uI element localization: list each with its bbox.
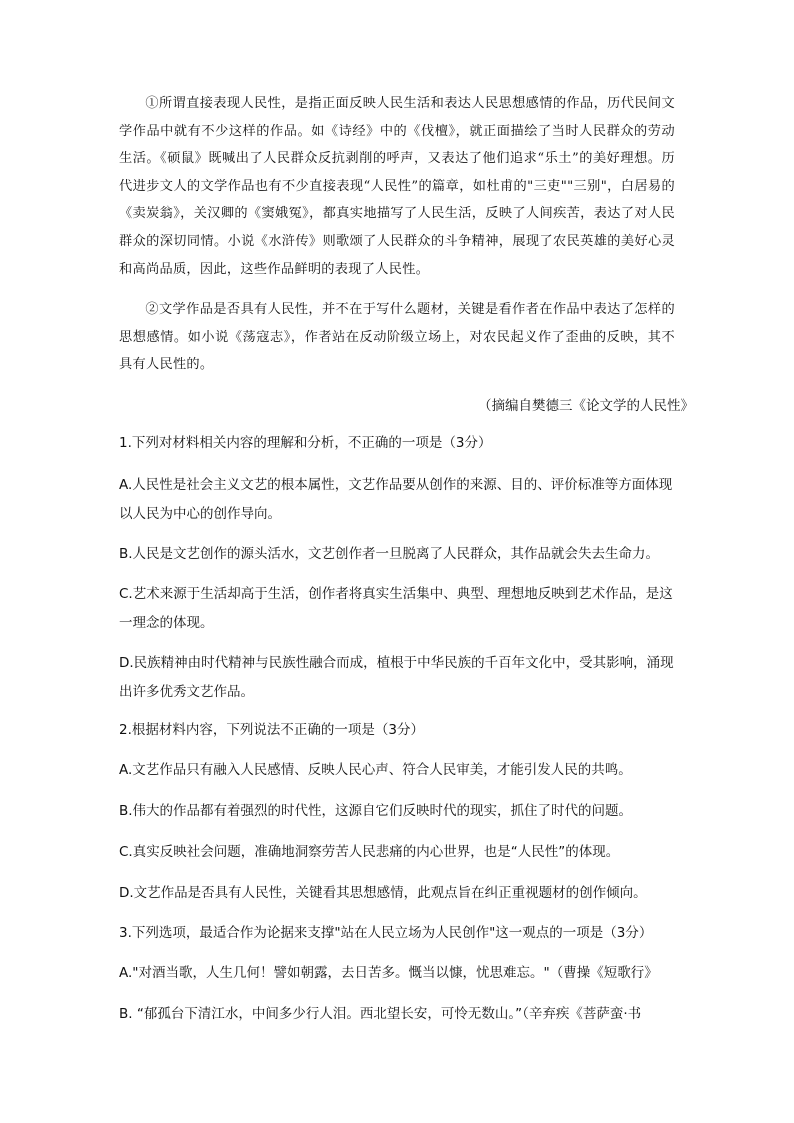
question-2-option-a: A.文艺作品只有融入人民感情、反映人民心声、符合人民审美，才能引发人民的共鸣。 [119,762,632,778]
question-1-stem: 1.下列对材料相关内容的理解和分析，不正确的一项是（3分） [119,435,492,451]
passage-paragraph-2: ②文学作品是否具有人民性，并不在于写什么题材，关键是看作者在作品中表达了怎样的思想感情。如小说《荡寇志》，作者站在反动阶级立场上，对农民起义作了歪曲的反映，其不具有人民性的。 [119,302,675,373]
question-1-option-c: C.艺术来源于生活却高于生活，创作者将真实生活集中、典型、理想地反映到艺术作品，是这一理念的体现。 [119,586,673,631]
question-2-option-b: B.伟大的作品都有着强烈的时代性，这源自它们反映时代的现实，抓住了时代的问题。 [119,803,633,819]
question-1-option-b: B.人民是文艺创作的源头活水，文艺创作者一旦脱离了人民群众，其作品就会失去生命力。 [119,546,660,562]
question-2-option-d: D.文艺作品是否具有人民性，关键看其思想感情，此观点旨在纠正重视题材的创作倾向。 [119,885,647,901]
question-2-option-c: C.真实反映社会问题，准确地洞察劳苦人民悲痛的内心世界，也是“人民性”的体现。 [119,844,620,860]
question-1-option-d: D.民族精神由时代精神与民族性融合而成，植根于中华民族的千百年文化中，受其影响，涌现出许多优秀文艺作品。 [119,655,674,700]
passage-paragraph-1: ①所谓直接表现人民性，是指正面反映人民生活和表达人民思想感情的作品，历代民间文学作品中就有不少这样的作品。如《诗经》中的《伐檀》，就正面描绘了当时人民群众的劳动生活。《硕鼠》既喊出了人民群众反抗剥削的呼声，又表达了他们追求“乐土”的美好理想。历代进步文人的文学作品也有不少直接表现“人民性”的篇章，如杜甫的"三吏""三别"，白居易的《卖炭翁》，关汉卿的《窦娥冤》，都真实地描写了人民生活，反映了人间疾苦，表达了对人民群众的深切同情。小说《水浒传》则歌颂了人民群众的斗争精神，展现了农民英雄的美好心灵和高尚品质，因此，这些作品鲜明的表现了人民性。 [119,96,675,277]
question-2-stem: 2.根据材料内容，下列说法不正确的一项是（3分） [119,722,424,738]
question-3-option-a: A."对酒当歌，人生几何！譬如朝露，去日苦多。慨当以慷，忧思难忘。"（曹操《短歌行》 [119,965,658,981]
question-3-option-b: B. “郁孤台下清江水，中间多少行人泪。西北望长安，可怜无数山。”（辛弃疾《菩萨蛮·书 [119,1006,642,1022]
question-1-option-a: A.人民性是社会主义文艺的根本属性，文艺作品要从创作的来源、目的、评价标准等方面体现以人民为中心的创作导向。 [119,477,673,522]
question-3-stem: 3.下列选项，最适合作为论据来支撑"站在人民立场为人民创作"这一观点的一项是（3分） [119,925,653,941]
source-citation: （摘编自樊德三《论文学的人民性》 [478,398,694,414]
